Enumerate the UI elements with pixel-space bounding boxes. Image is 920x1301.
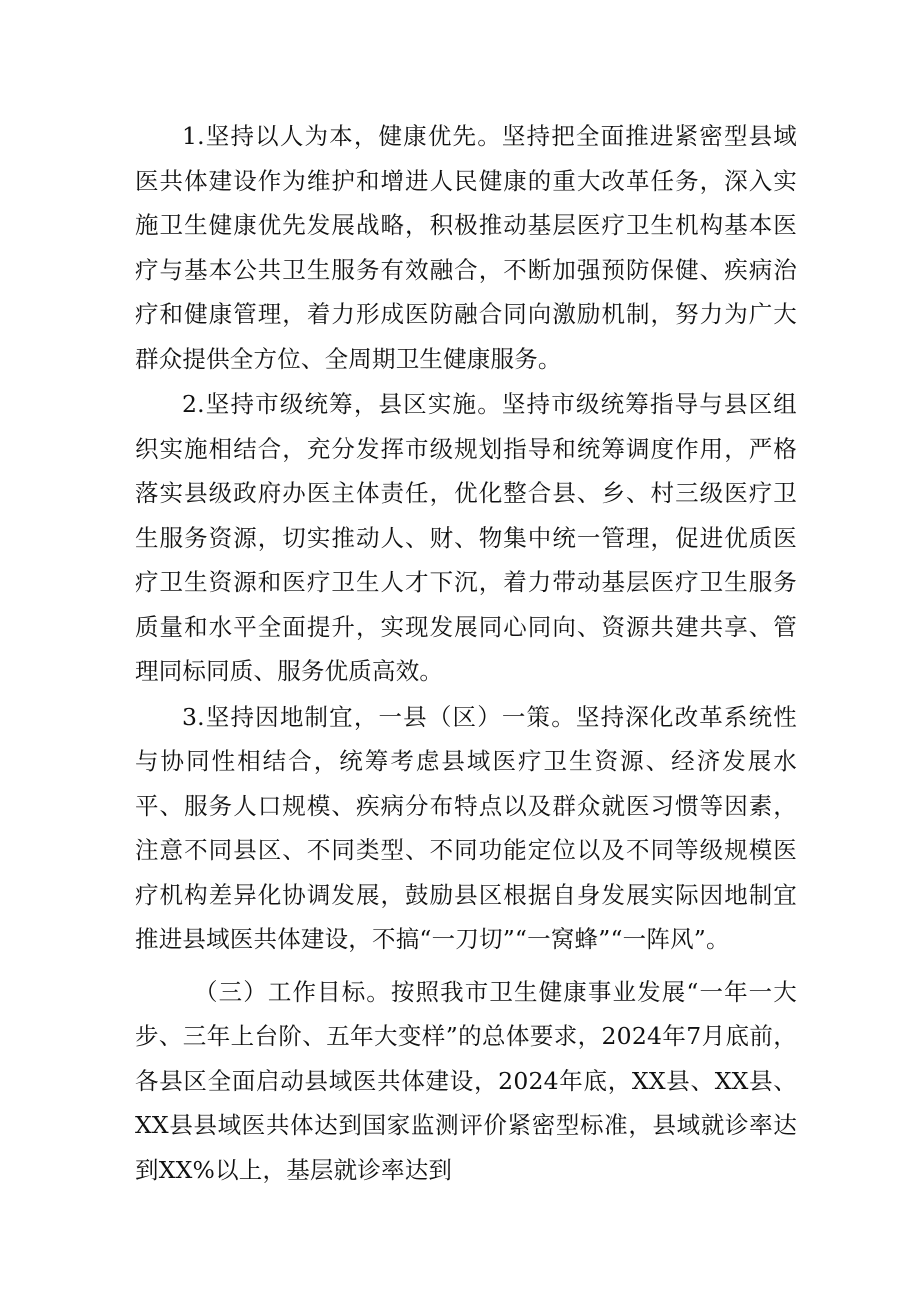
paragraph-principle-1: 1.坚持以人为本，健康优先。坚持把全面推进紧密型县域医共体建设作为维护和增进人民健康的重大改革任务，深入实施卫生健康优先发展战略，积极推动基层医疗卫生机构基本医疗与基本公共卫生服务有效融合，不断加强预防保健、疾病治疗和健康管理，着力形成医防融合同向激励机制，努力为广大群众提供全方位、全周期卫生健康服务。 bbox=[135, 122, 797, 373]
document-body bbox=[135, 114, 797, 1192]
paragraph-principle-3: 3.坚持因地制宜，一县（区）一策。坚持深化改革系统性与协同性相结合，统筹考虑县域医疗卫生资源、经济发展水平、服务人口规模、疾病分布特点以及群众就医习惯等因素，注意不同县区、不同类型、不同功能定位以及不同等级规模医疗机构差异化协调发展，鼓励县区根据自身发展实际因地制宜推进县域医共体建设，不搞“一刀切”“一窝蜂”“一阵风”。 bbox=[135, 702, 797, 953]
paragraph-work-goals: （三）工作目标。按照我市卫生健康事业发展“一年一大步、三年上台阶、五年大变样”的总体要求，2024年7月底前，各县区全面启动县域医共体建设，2024年底，XX县、XX县、XX县县域医共体达到国家监测评价紧密型标准，县域就诊率达到XX%以上，基层就诊率达到 bbox=[135, 977, 797, 1184]
paragraph-principle-2: 2.坚持市级统筹，县区实施。坚持市级统筹指导与县区组织实施相结合，充分发挥市级规划指导和统筹调度作用，严格落实县级政府办医主体责任，优化整合县、乡、村三级医疗卫生服务资源，切实推动人、财、物集中统一管理，促进优质医疗卫生资源和医疗卫生人才下沉，着力带动基层医疗卫生服务质量和水平全面提升，实现发展同心同向、资源共建共享、管理同标同质、服务优质高效。 bbox=[135, 390, 797, 685]
